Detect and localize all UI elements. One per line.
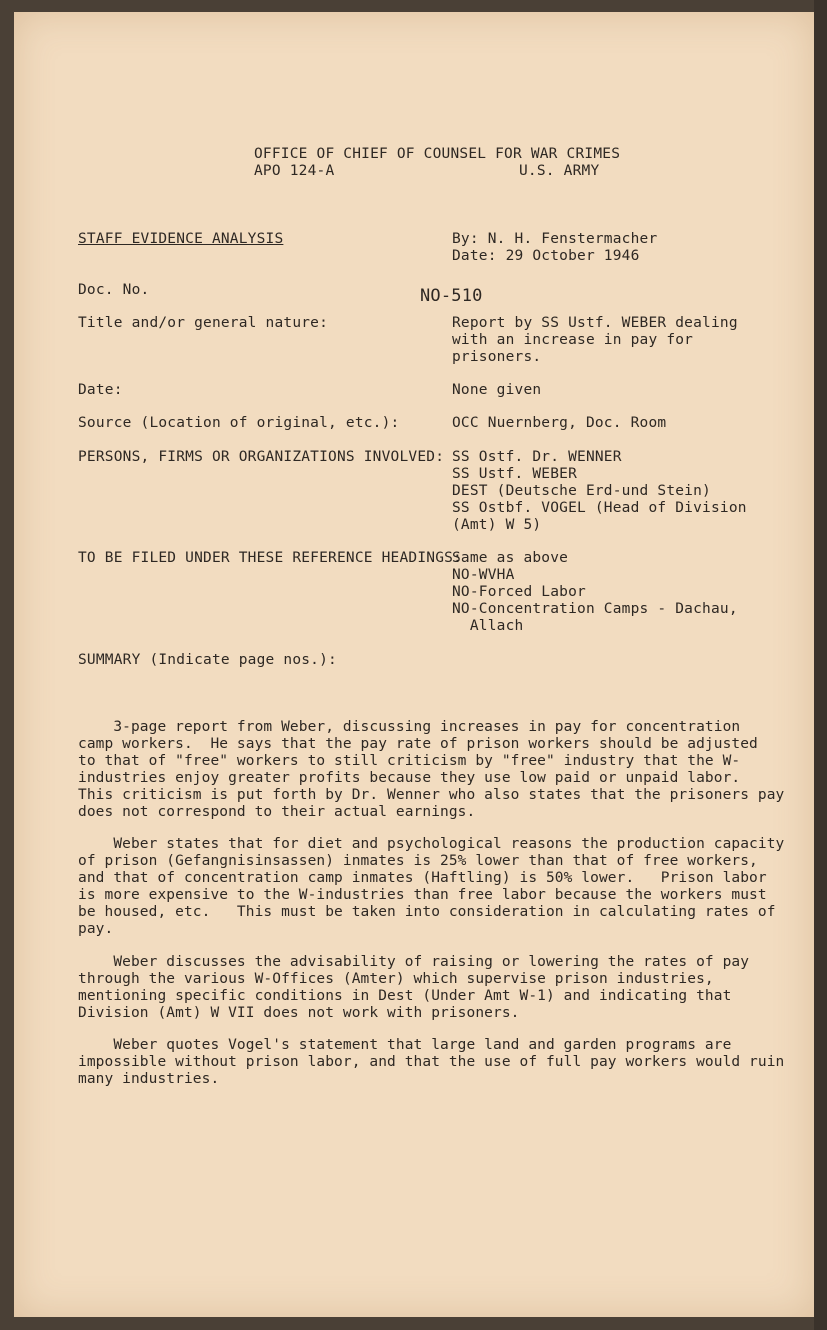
- title-value-line: Report by SS Ustf. WEBER dealing: [452, 315, 738, 331]
- dark-background-edge: [814, 0, 827, 1330]
- persons-value-line: (Amt) W 5): [452, 517, 542, 533]
- title-value-line: with an increase in pay for: [452, 332, 694, 348]
- title-label: Title and/or general nature:: [78, 315, 329, 331]
- filed-value-line: NO-Concentration Camps - Dachau,: [452, 601, 738, 617]
- summary-paragraph-4: Weber quotes Vogel's statement that large land and garden programs are impossible without prison labor, and that the use of full pay workers would ruin many industries.: [78, 1037, 785, 1087]
- date-label: Date:: [78, 382, 123, 398]
- filed-value-line: NO-Forced Labor: [452, 584, 586, 600]
- analysis-date: Date: 29 October 1946: [452, 248, 640, 264]
- apo-line: APO 124-A: [254, 163, 335, 179]
- filed-value-line: Same as above: [452, 550, 569, 566]
- filed-label: TO BE FILED UNDER THESE REFERENCE HEADINGS:: [78, 550, 462, 566]
- source-label: Source (Location of original, etc.):: [78, 415, 400, 431]
- persons-value-line: SS Ostf. Dr. WENNER: [452, 449, 622, 465]
- persons-value-line: DEST (Deutsche Erd-und Stein): [452, 483, 711, 499]
- summary-paragraph-1: 3-page report from Weber, discussing increases in pay for concentration camp workers. He says that the pay rate of prison workers should be adjusted to that of "free" workers to still criticism by "free" industry that the W- industries enjoy greater profits because they use low paid or unpaid labor. This criticism is put forth by Dr. Wenner who also states that the prisoners pay does not correspond to their actual earnings.: [78, 719, 785, 820]
- source-value: OCC Nuernberg, Doc. Room: [452, 415, 667, 431]
- filed-value-line: Allach: [452, 618, 524, 634]
- doc-no-label: Doc. No.: [78, 282, 150, 298]
- document-page: [14, 12, 814, 1317]
- persons-value-line: SS Ustf. WEBER: [452, 466, 578, 482]
- army-line: U.S. ARMY: [519, 163, 600, 179]
- summary-paragraph-3: Weber discusses the advisability of raising or lowering the rates of pay through the various W-Offices (Amter) which supervise prison industries, mentioning specific conditions in Dest (Under Amt W-1) and indicating that Division (Amt) W VII does not work with prisoners.: [78, 954, 750, 1021]
- office-heading: OFFICE OF CHIEF OF COUNSEL FOR WAR CRIMES: [254, 146, 621, 162]
- title-value-line: prisoners.: [452, 349, 542, 365]
- persons-label: PERSONS, FIRMS OR ORGANIZATIONS INVOLVED:: [78, 449, 445, 465]
- persons-value-line: SS Ostbf. VOGEL (Head of Division: [452, 500, 747, 516]
- summary-paragraph-2: Weber states that for diet and psychological reasons the production capacity of prison (Gefangnisinsassen) inmates is 25% lower than that of free workers, and that of concentration camp inmates (Haftling) is 50% lower. Prison labor is more expensive to the W-industries than free labor because the workers must be housed, etc. This must be taken into consideration in calculating rates of pay.: [78, 836, 785, 937]
- analysis-title: STAFF EVIDENCE ANALYSIS: [78, 231, 284, 247]
- summary-label: SUMMARY (Indicate page nos.):: [78, 652, 337, 668]
- doc-number: NO-510: [420, 286, 483, 306]
- filed-value-line: NO-WVHA: [452, 567, 515, 583]
- analyst-name: By: N. H. Fenstermacher: [452, 231, 658, 247]
- date-value: None given: [452, 382, 542, 398]
